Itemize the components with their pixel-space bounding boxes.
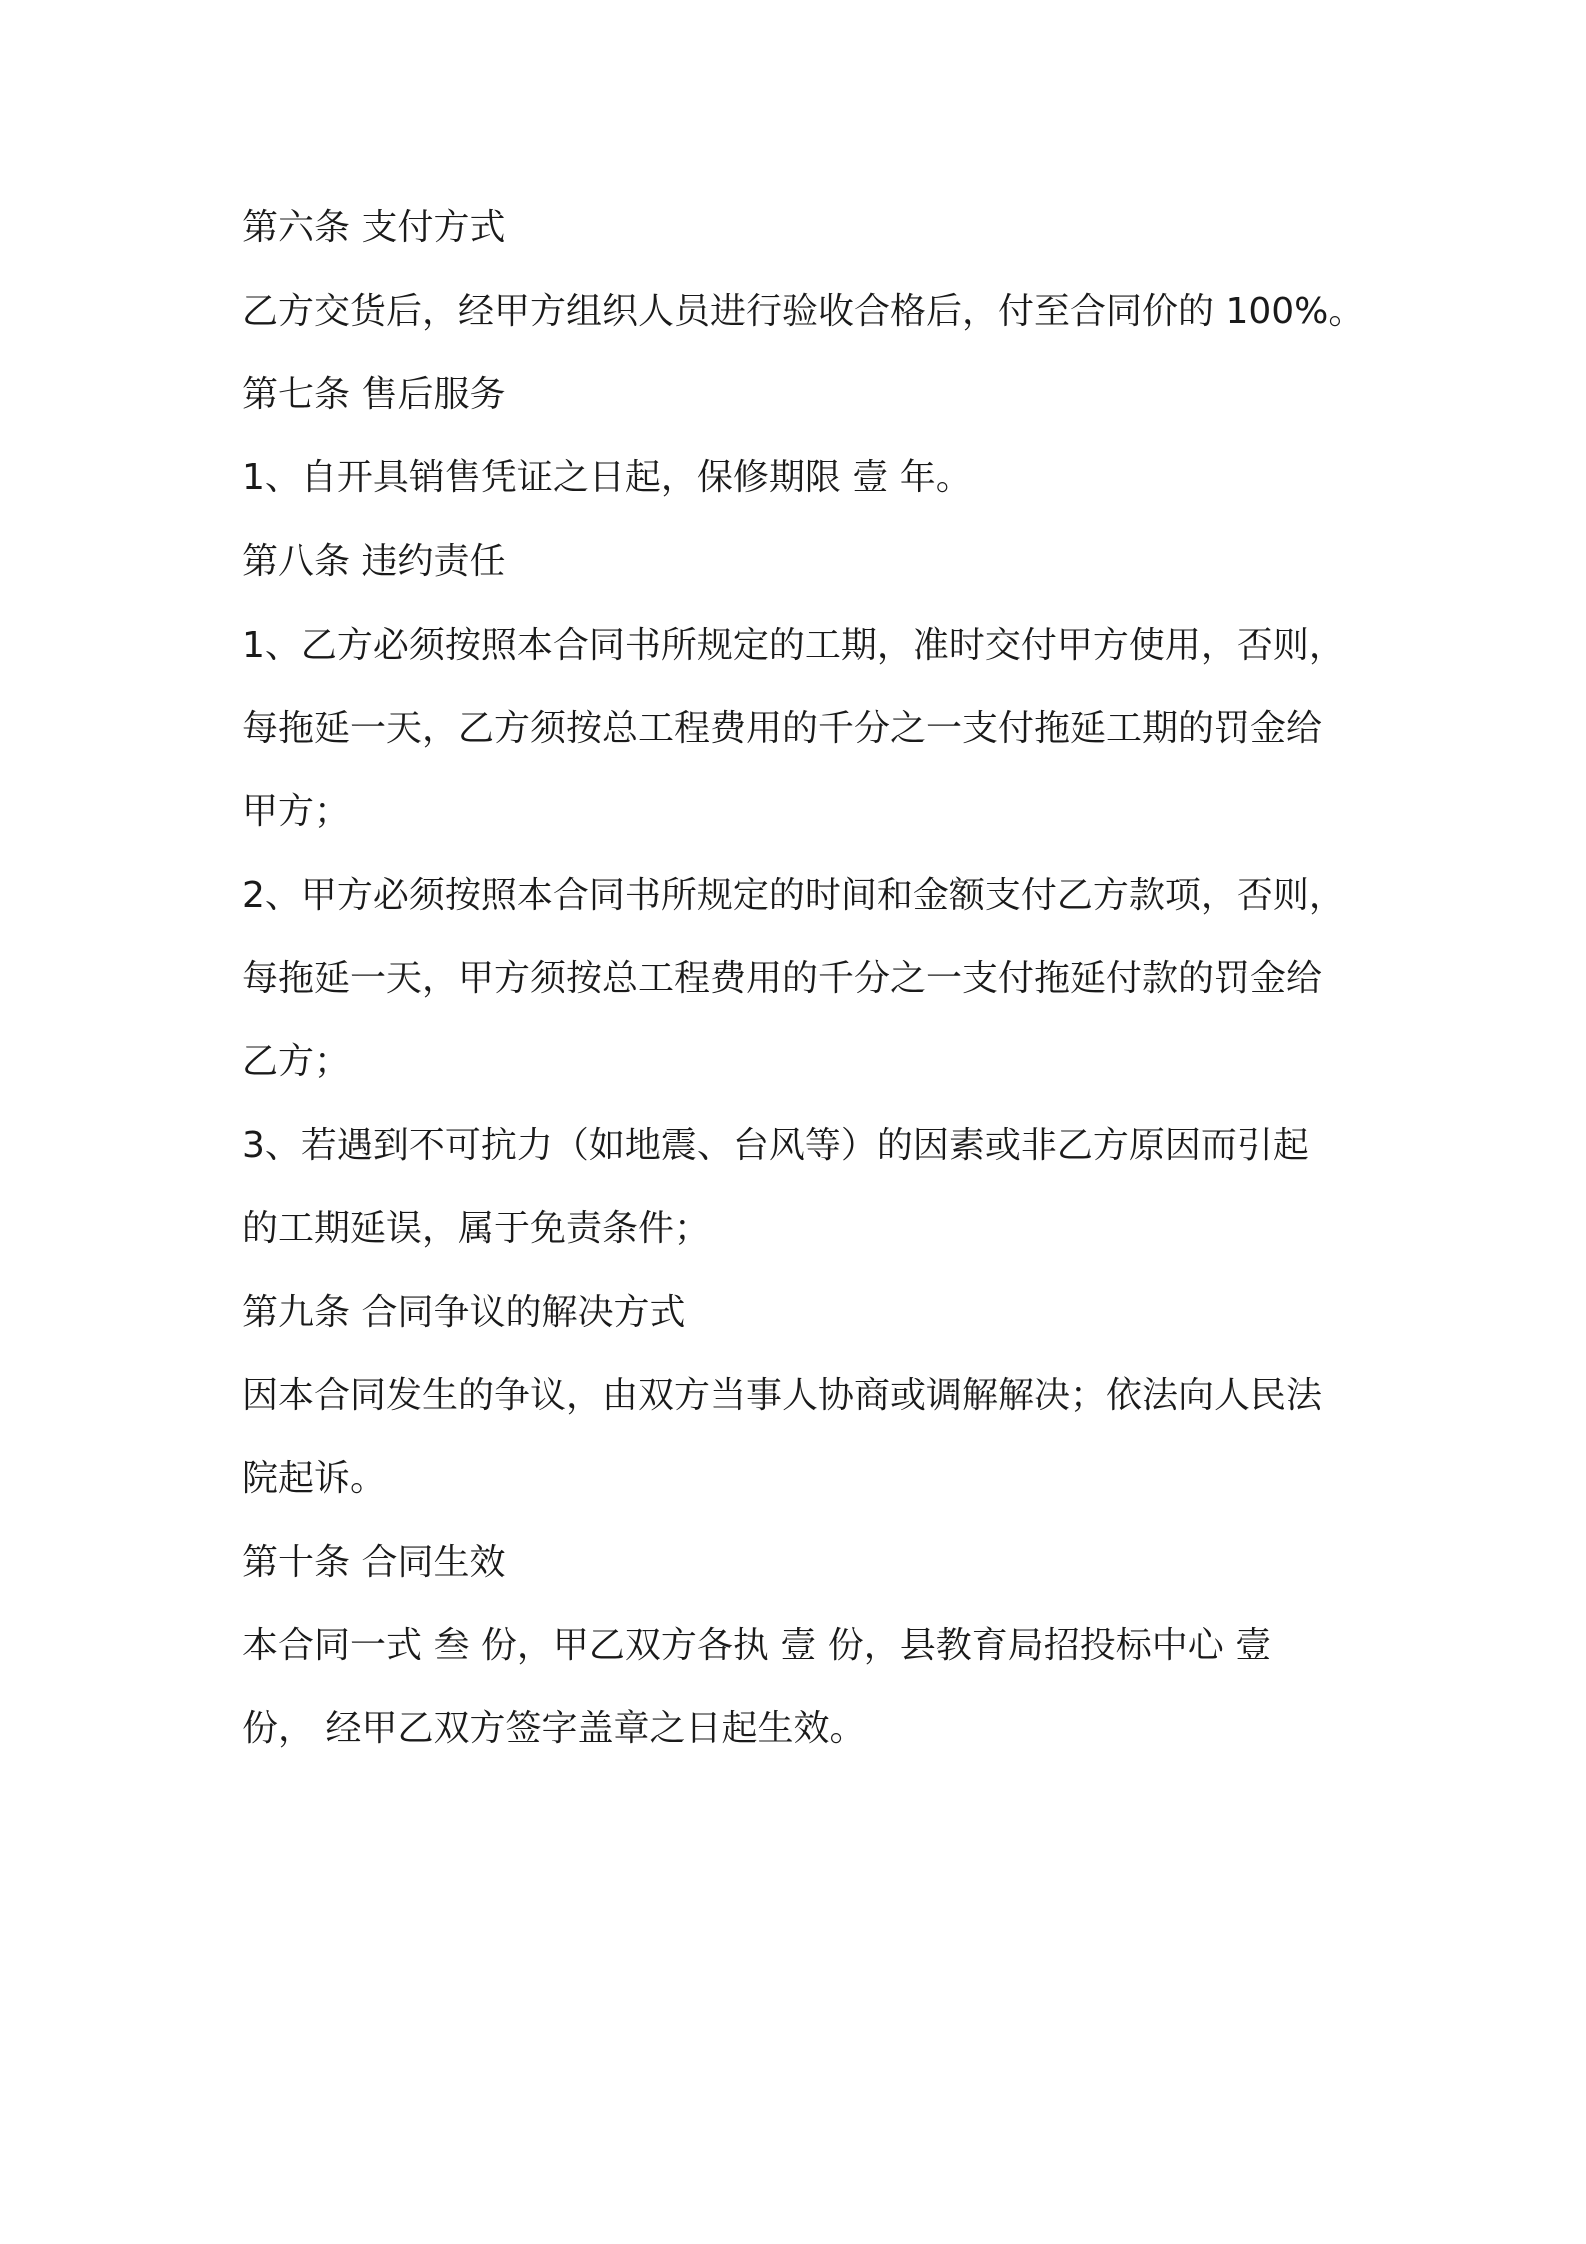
article-7-item-1: 1、自开具销售凭证之日起，保修期限 壹 年。 <box>242 457 972 498</box>
article-10-text-line-2: 份， 经甲乙双方签字盖章之日起生效。 <box>242 1708 866 1749</box>
article-8-item-2-line-3: 乙方； <box>242 1041 351 1082</box>
article-8-item-2-line-1: 2、甲方必须按照本合同书所规定的时间和金额支付乙方款项，否则， <box>242 875 1345 916</box>
article-10-text-line-1: 本合同一式 叁 份，甲乙双方各执 壹 份，县教育局招投标中心 壹 <box>242 1625 1272 1666</box>
article-10-heading: 第十条 合同生效 <box>242 1542 506 1583</box>
article-9-heading: 第九条 合同争议的解决方式 <box>242 1292 686 1333</box>
article-7-heading: 第七条 售后服务 <box>242 374 506 415</box>
article-8-item-1-line-1: 1、乙方必须按照本合同书所规定的工期，准时交付甲方使用，否则， <box>242 625 1345 666</box>
article-8-item-1-line-2: 每拖延一天，乙方须按总工程费用的千分之一支付拖延工期的罚金给 <box>242 708 1323 749</box>
article-6-heading: 第六条 支付方式 <box>242 207 506 248</box>
article-8-item-1-line-3: 甲方； <box>242 791 351 832</box>
article-9-text-line-2: 院起诉。 <box>242 1458 387 1499</box>
article-6-text: 乙方交货后，经甲方组织人员进行验收合格后，付至合同价的 100%。 <box>242 291 1365 332</box>
article-8-item-2-line-2: 每拖延一天，甲方须按总工程费用的千分之一支付拖延付款的罚金给 <box>242 958 1323 999</box>
article-9-text-line-1: 因本合同发生的争议，由双方当事人协商或调解解决；依法向人民法 <box>242 1375 1323 1416</box>
article-8-heading: 第八条 违约责任 <box>242 541 506 582</box>
article-8-item-3-line-2: 的工期延误，属于免责条件； <box>242 1208 711 1249</box>
article-8-item-3-line-1: 3、若遇到不可抗力（如地震、台风等）的因素或非乙方原因而引起 <box>242 1125 1309 1166</box>
